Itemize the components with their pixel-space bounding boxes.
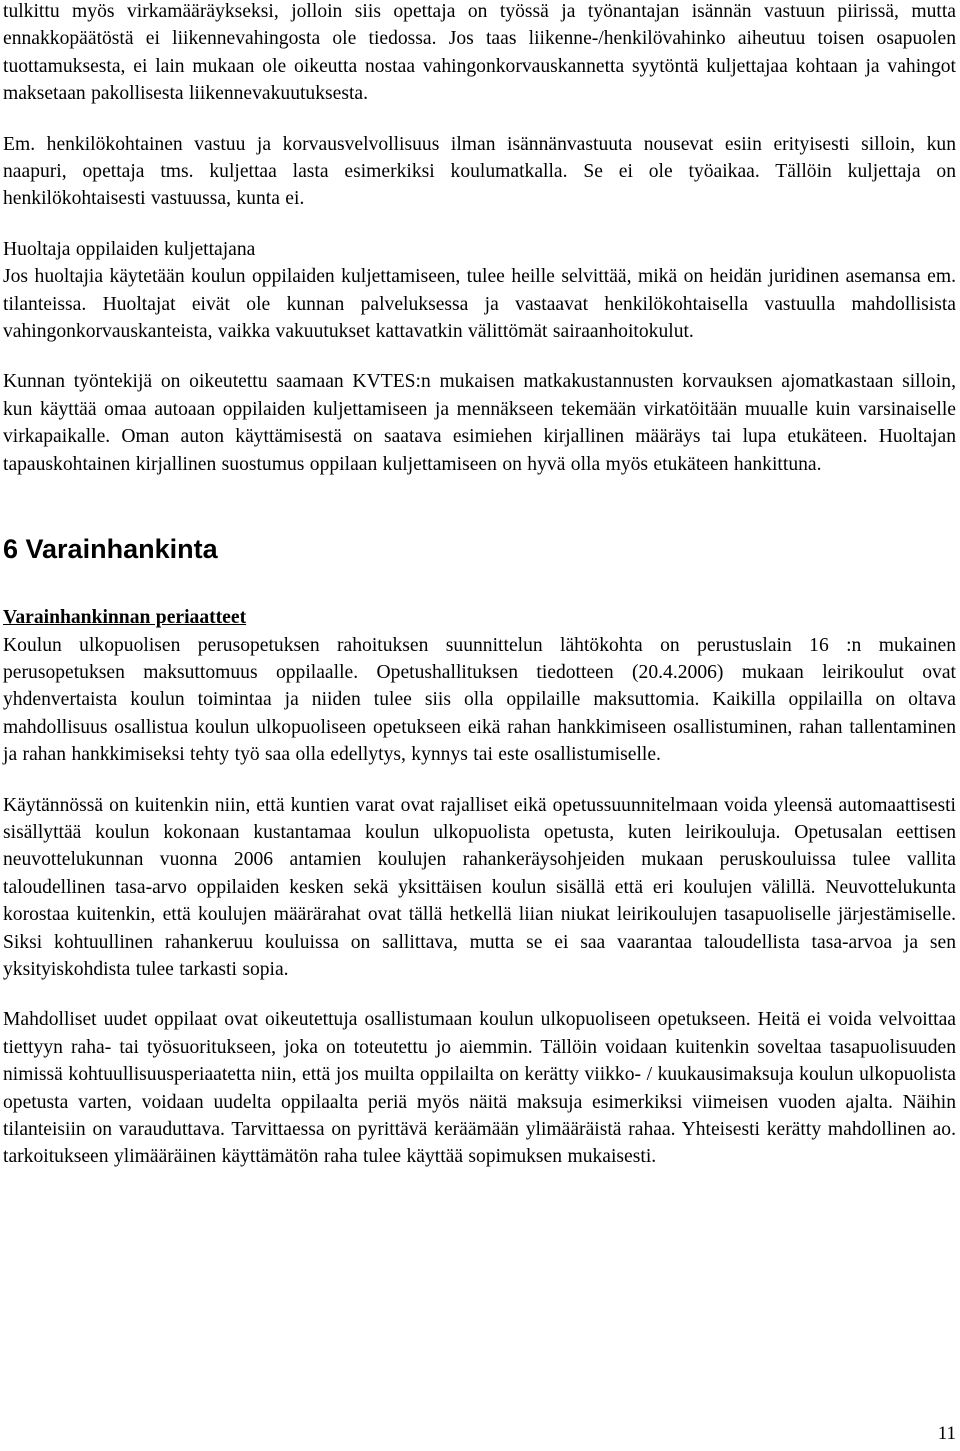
paragraph-gap — [3, 108, 956, 131]
body-paragraph: Em. henkilökohtainen vastuu ja korvausvelvollisuus ilman isännänvastuuta nousevat esiin erityisesti silloin, kun naapuri, opettaja tms. kuljettaa lasta esimerkiksi koulumatkalla. Se ei ole työaikaa. Tällöin kuljettaja on henkilökohtaisesti vastuussa, kunta ei. — [3, 133, 956, 210]
body-paragraph: Koulun ulkopuolisen perusopetuksen rahoituksen suunnittelun lähtökohta on perustuslain 16 :n mukainen perusopetuksen maksuttomuus oppilaalle. Opetushallituksen tiedotteen (20.4.2006) mukaan leirikoulut ovat yhdenvertaista koulun toimintaa ja niiden tulee siis olla oppilaille maksuttomia. Kaikilla oppilailla on oltava mahdollisuus osallistua koulun ulkopuoliseen opetukseen eikä rahan hankkimiseen osallistuminen, rahan tallentaminen ja rahan hankkimiseksi tehty työ saa olla edellytys, kynnys tai este osallistumiselle. — [3, 634, 956, 766]
paragraph-title: Huoltaja oppilaiden kuljettajana — [3, 238, 256, 260]
page-number: 11 — [937, 1423, 956, 1444]
body-paragraph: tulkittu myös virkamääräykseksi, jolloin siis opettaja on työssä ja työnantajan isännän vastuun piirissä, mutta ennakkopäätöstä ei liikennevahingosta ole tiedossa. Jos taas liikenne-/henkilövahinko aiheutuu toisen osapuolen tuottamuksesta, ei lain mukaan ole oikeutta nostaa vahingonkorvauskannetta syytöntä kuljettajaa kohtaan ja vahingot maksetaan pakollisesta liikennevakuutuksesta. — [3, 1, 956, 105]
paragraph-gap — [3, 983, 956, 1006]
section-subheading: Varainhankinnan periaatteet — [3, 607, 247, 629]
section-heading: 6 Varainhankinta — [3, 534, 218, 565]
body-paragraph: Jos huoltajia käytetään koulun oppilaiden kuljettamiseen, tulee heille selvittää, mikä on heidän juridinen asemansa em. tilanteissa. Huoltajat eivät ole kunnan palveluksessa ja vastaavat henkilökohtaisella vastuulla mahdollisista vahingonkorvauskanteista, vaikka vakuutukset kattavatkin välittömät sairaanhoitokulut. — [3, 266, 956, 343]
body-paragraph: Kunnan työntekijä on oikeutettu saamaan KVTES:n mukaisen matkakustannusten korvauksen ajomatkastaan silloin, kun käyttää omaa autoaan oppilaiden kuljettamiseen ja mennäkseen tekemään virkatöitään muualle kuin varsinaiselle virkapaikalle. Oman auton käyttämisestä on saatava esimiehen kirjallinen määräys tai lupa etukäteen. Huoltajan tapauskohtainen kirjallinen suostumus oppilaan kuljettamiseen on hyvä olla myös etukäteen hankittuna. — [3, 371, 956, 475]
body-paragraph: Mahdolliset uudet oppilaat ovat oikeutettuja osallistumaan koulun ulkopuoliseen opetukseen. Heitä ei voida velvoittaa tiettyyn raha- tai työsuoritukseen, joka on toteutettu jo aiemmin. Tällöin voidaan kuitenkin soveltaa tasapuolisuuden nimissä kohtuullisuusperiaatetta niin, että jos muilta oppilailta on kerätty viikko- / kuukausimaksuja koulun ulkopuolista opetusta varten, voidaan uudelta oppilaalta periä myös näitä maksuja esimerkiksi viimeisen vuoden ajalta. Näihin tilanteisiin on varauduttava. Tarvittaessa on pyrittävä keräämään ylimääräistä rahaa. Yhteisesti kerätty mahdollinen ao. tarkoitukseen ylimääräinen käyttämätön raha tulee käyttää sopimuksen mukaisesti. — [3, 1009, 956, 1168]
paragraph-gap — [3, 213, 956, 236]
document-page — [3, 0, 956, 1171]
paragraph-gap — [3, 345, 956, 368]
paragraph-gap — [3, 769, 956, 792]
body-paragraph: Käytännössä on kuitenkin niin, että kuntien varat ovat rajalliset eikä opetussuunnitelmaan voida yleensä automaattisesti sisällyttää koulun kokonaan kustantamaa koulun ulkopuolista opetusta, kuten leirikouluja. Opetusalan eettisen neuvottelukunnan vuonna 2006 antamien koulujen rahankeräysohjeiden mukaan peruskouluissa tulee vallita taloudellinen tasa-arvo oppilaiden kesken sekä yksittäisen koulun sisällä että eri koulujen välillä. Neuvottelukunta korostaa kuitenkin, että koulujen määrärahat ovat tällä hetkellä liian niukat leirikoulujen tasapuoliselle järjestämiselle. Siksi kohtuullinen rahankeruu kouluissa on sallittava, mutta se ei saa vaarantaa taloudellista tasa-arvoa ja sen yksityiskohdista tulee tarkasti sopia. — [3, 794, 956, 980]
